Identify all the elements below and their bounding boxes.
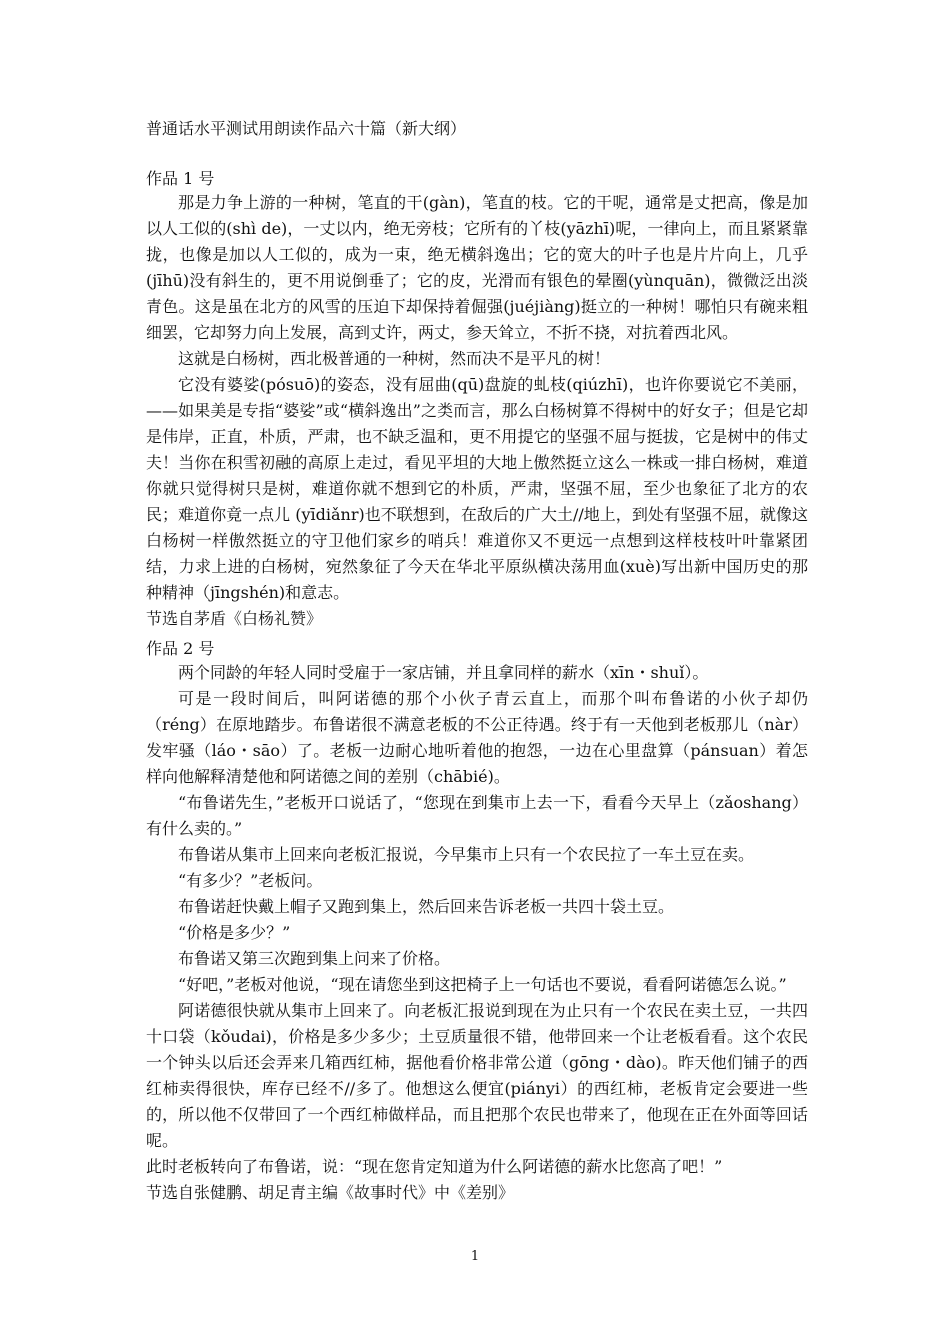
work-2-paragraph: 布鲁诺赶快戴上帽子又跑到集上，然后回来告诉老板一共四十袋土豆。 (178, 897, 675, 916)
work-2-paragraph: 布鲁诺又第三次跑到集上问来了价格。 (178, 949, 451, 968)
work-2-paragraph: “好吧，”老板对他说，“现在请您坐到这把椅子上一句话也不要说，看看阿诺德怎么说。” (178, 975, 787, 994)
work-2-closing: 此时老板转向了布鲁诺，说：“现在您肯定知道为什么阿诺德的薪水比您高了吧！” (146, 1157, 723, 1176)
work-2-paragraph: “价格是多少？” (178, 923, 291, 942)
work-2-paragraph: 可是一段时间后，叫阿诺德的那个小伙子青云直上，而那个叫布鲁诺的小伙子却仍（réng）在原地踏步。布鲁诺很不满意老板的不公正待遇。终于有一天他到老板那儿（nàr）发牢骚（láo・sāo）了。老板一边耐心地听着他的抱怨，一边在心里盘算（pánsuan）着怎样向他解释清楚他和阿诺德之间的差别（chābié)。 (146, 689, 808, 786)
work-1-paragraph: 这就是白杨树，西北极普通的一种树，然而决不是平凡的树！ (178, 349, 611, 368)
work-2-body (146, 660, 808, 1206)
work-2-source: 节选自张健鹏、胡足青主编《故事时代》中《差别》 (146, 1183, 515, 1202)
page-number: 1 (470, 1249, 480, 1264)
work-2-paragraph: “布鲁诺先生，”老板开口说话了，“您现在到集市上去一下，看看今天早上（zǎoshang）有什么卖的。” (146, 793, 808, 838)
document-title: 普通话水平测试用朗读作品六十篇（新大纲） (146, 119, 467, 138)
work-1-paragraph: 那是力争上游的一种树，笔直的干(gàn)，笔直的枝。它的干呢，通常是丈把高，像是加以人工似的(shì de)，一丈以内，绝无旁枝；它所有的丫枝(yāzhī)呢，一律向上，而且紧紧靠拢，也像是加以人工似的，成为一束，绝无横斜逸出；它的宽大的叶子也是片片向上，几乎(jīhū)没有斜生的，更不用说倒垂了；它的皮，光滑而有银色的晕圈(yùnquān)，微微泛出淡青色。这是虽在北方的风雪的压迫下却保持着倔强(juéjiàng)挺立的一种树！哪怕只有碗来粗细罢，它却努力向上发展，高到丈许，两丈，参天耸立，不折不挠，对抗着西北风。 (146, 193, 808, 342)
work-2-paragraph: “有多少？”老板问。 (178, 871, 323, 890)
work-1-paragraph: 它没有婆娑(pósuō)的姿态，没有屈曲(qū)盘旋的虬枝(qiúzhī)，也许你要说它不美丽，——如果美是专指“婆娑”或“横斜逸出”之类而言，那么白杨树算不得树中的好女子；但是它却是伟岸，正直，朴质，严肃，也不缺乏温和，更不用提它的坚强不屈与挺拔，它是树中的伟丈夫！当你在积雪初融的高原上走过，看见平坦的大地上傲然挺立这么一株或一排白杨树，难道你就只觉得树只是树，难道你就不想到它的朴质，严肃，坚强不屈，至少也象征了北方的农民；难道你竟一点儿 (yīdiǎnr)也不联想到，在敌后的广大土//地上，到处有坚强不屈，就像这白杨树一样傲然挺立的守卫他们家乡的哨兵！难道你又不更远一点想到这样枝枝叶叶靠紧团结，力求上进的白杨树，宛然象征了今天在华北平原纵横决荡用血(xuè)写出新中国历史的那种精神（jīngshén)和意志。 (146, 375, 808, 602)
work-1-heading: 作品 1 号 (146, 169, 215, 188)
work-2-paragraph: 阿诺德很快就从集市上回来了。向老板汇报说到现在为止只有一个农民在卖土豆，一共四十口袋（kǒudai)，价格是多少多少；土豆质量很不错，他带回来一个让老板看看。这个农民一个钟头以后还会弄来几箱西红柿，据他看价格非常公道（gōng・dào)。昨天他们铺子的西红柿卖得很快，库存已经不//多了。他想这么便宜(piányi）的西红柿，老板肯定会要进一些的，所以他不仅带回了一个西红柿做样品，而且把那个农民也带来了，他现在正在外面等回话呢。 (146, 1001, 808, 1150)
work-1-body (146, 190, 808, 632)
work-1-source: 节选自茅盾《白杨礼赞》 (146, 609, 323, 628)
work-2-paragraph: 两个同龄的年轻人同时受雇于一家店铺，并且拿同样的薪水（xīn・shuǐ）。 (178, 663, 709, 682)
work-2-paragraph: 布鲁诺从集市上回来向老板汇报说，今早集市上只有一个农民拉了一车土豆在卖。 (178, 845, 755, 864)
work-2-heading: 作品 2 号 (146, 639, 215, 658)
